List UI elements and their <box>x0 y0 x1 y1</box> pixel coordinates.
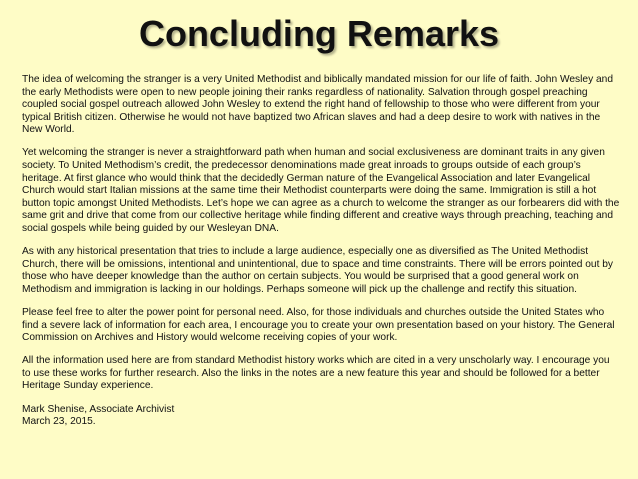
signature-name: Mark Shenise, Associate Archivist <box>22 403 175 415</box>
paragraph-welcoming-stranger: The idea of welcoming the stranger is a very United Methodist and biblically mandated mission for our life of faith. John Wesley and the early Methodists were open to new people joining their ranks regardless of nationality. Salvation through gospel preaching coupled social gospel outreach allowed John Wesley to extend the right hand of fellowship to those who were different from your typical British citizen. Otherwise he would not have baptized two African slaves and had a deep desire to work with natives in the New World. <box>22 74 613 136</box>
slide-title: Concluding Remarks <box>138 13 500 54</box>
paragraph-omissions: As with any historical presentation that tries to include a large audience, especially one as diversified as The United Methodist Church, there will be omissions, intentional and unintentional, due to space and time constraints. There will be errors pointed out by those who have deeper knowledge than the author on certain subjects. You would be surprised that a good general work on Methodism and immigration is lacking in our holdings. Perhaps someone will pick up the challenge and rectify this situation. <box>22 246 614 295</box>
paragraph-alter-powerpoint: Please feel free to alter the power point for personal need. Also, for those individuals and churches outside the United States who find a severe lack of information for each area, I encourage you to create your own presentation based on your history. The General Commission on Archives and History would welcome receiving copies of your work. <box>22 307 615 344</box>
signature-date: March 23, 2015. <box>22 416 96 428</box>
paragraph-exclusiveness: Yet welcoming the stranger is never a straightforward path when human and social exclusiveness are dominant traits in any given society. To United Methodism’s credit, the predecessor denominations made great inroads to groups outside of each group’s heritage. At first glance who would think that the decidedly German nature of the Evangelical Association and later Evangelical Church would start Italian missions at the same time their Methodist counterparts were doing the same. Immigration is still a hot button topic amongst United Methodists. Let’s hope we can agree as a church to welcome the stranger as our forbearers did with the same grit and drive that come from our collective heritage while finding different and creative ways through preaching, teaching and social gospels while being guided by our Wesleyan DNA. <box>22 147 620 235</box>
slide-body <box>22 74 620 429</box>
paragraph-sources: All the information used here are from standard Methodist history works which are cited in a very unscholarly way. I encourage you to use these works for further research. Also the links in the notes are a new feature this year and should be followed for a better Heritage Sunday experience. <box>22 355 610 392</box>
